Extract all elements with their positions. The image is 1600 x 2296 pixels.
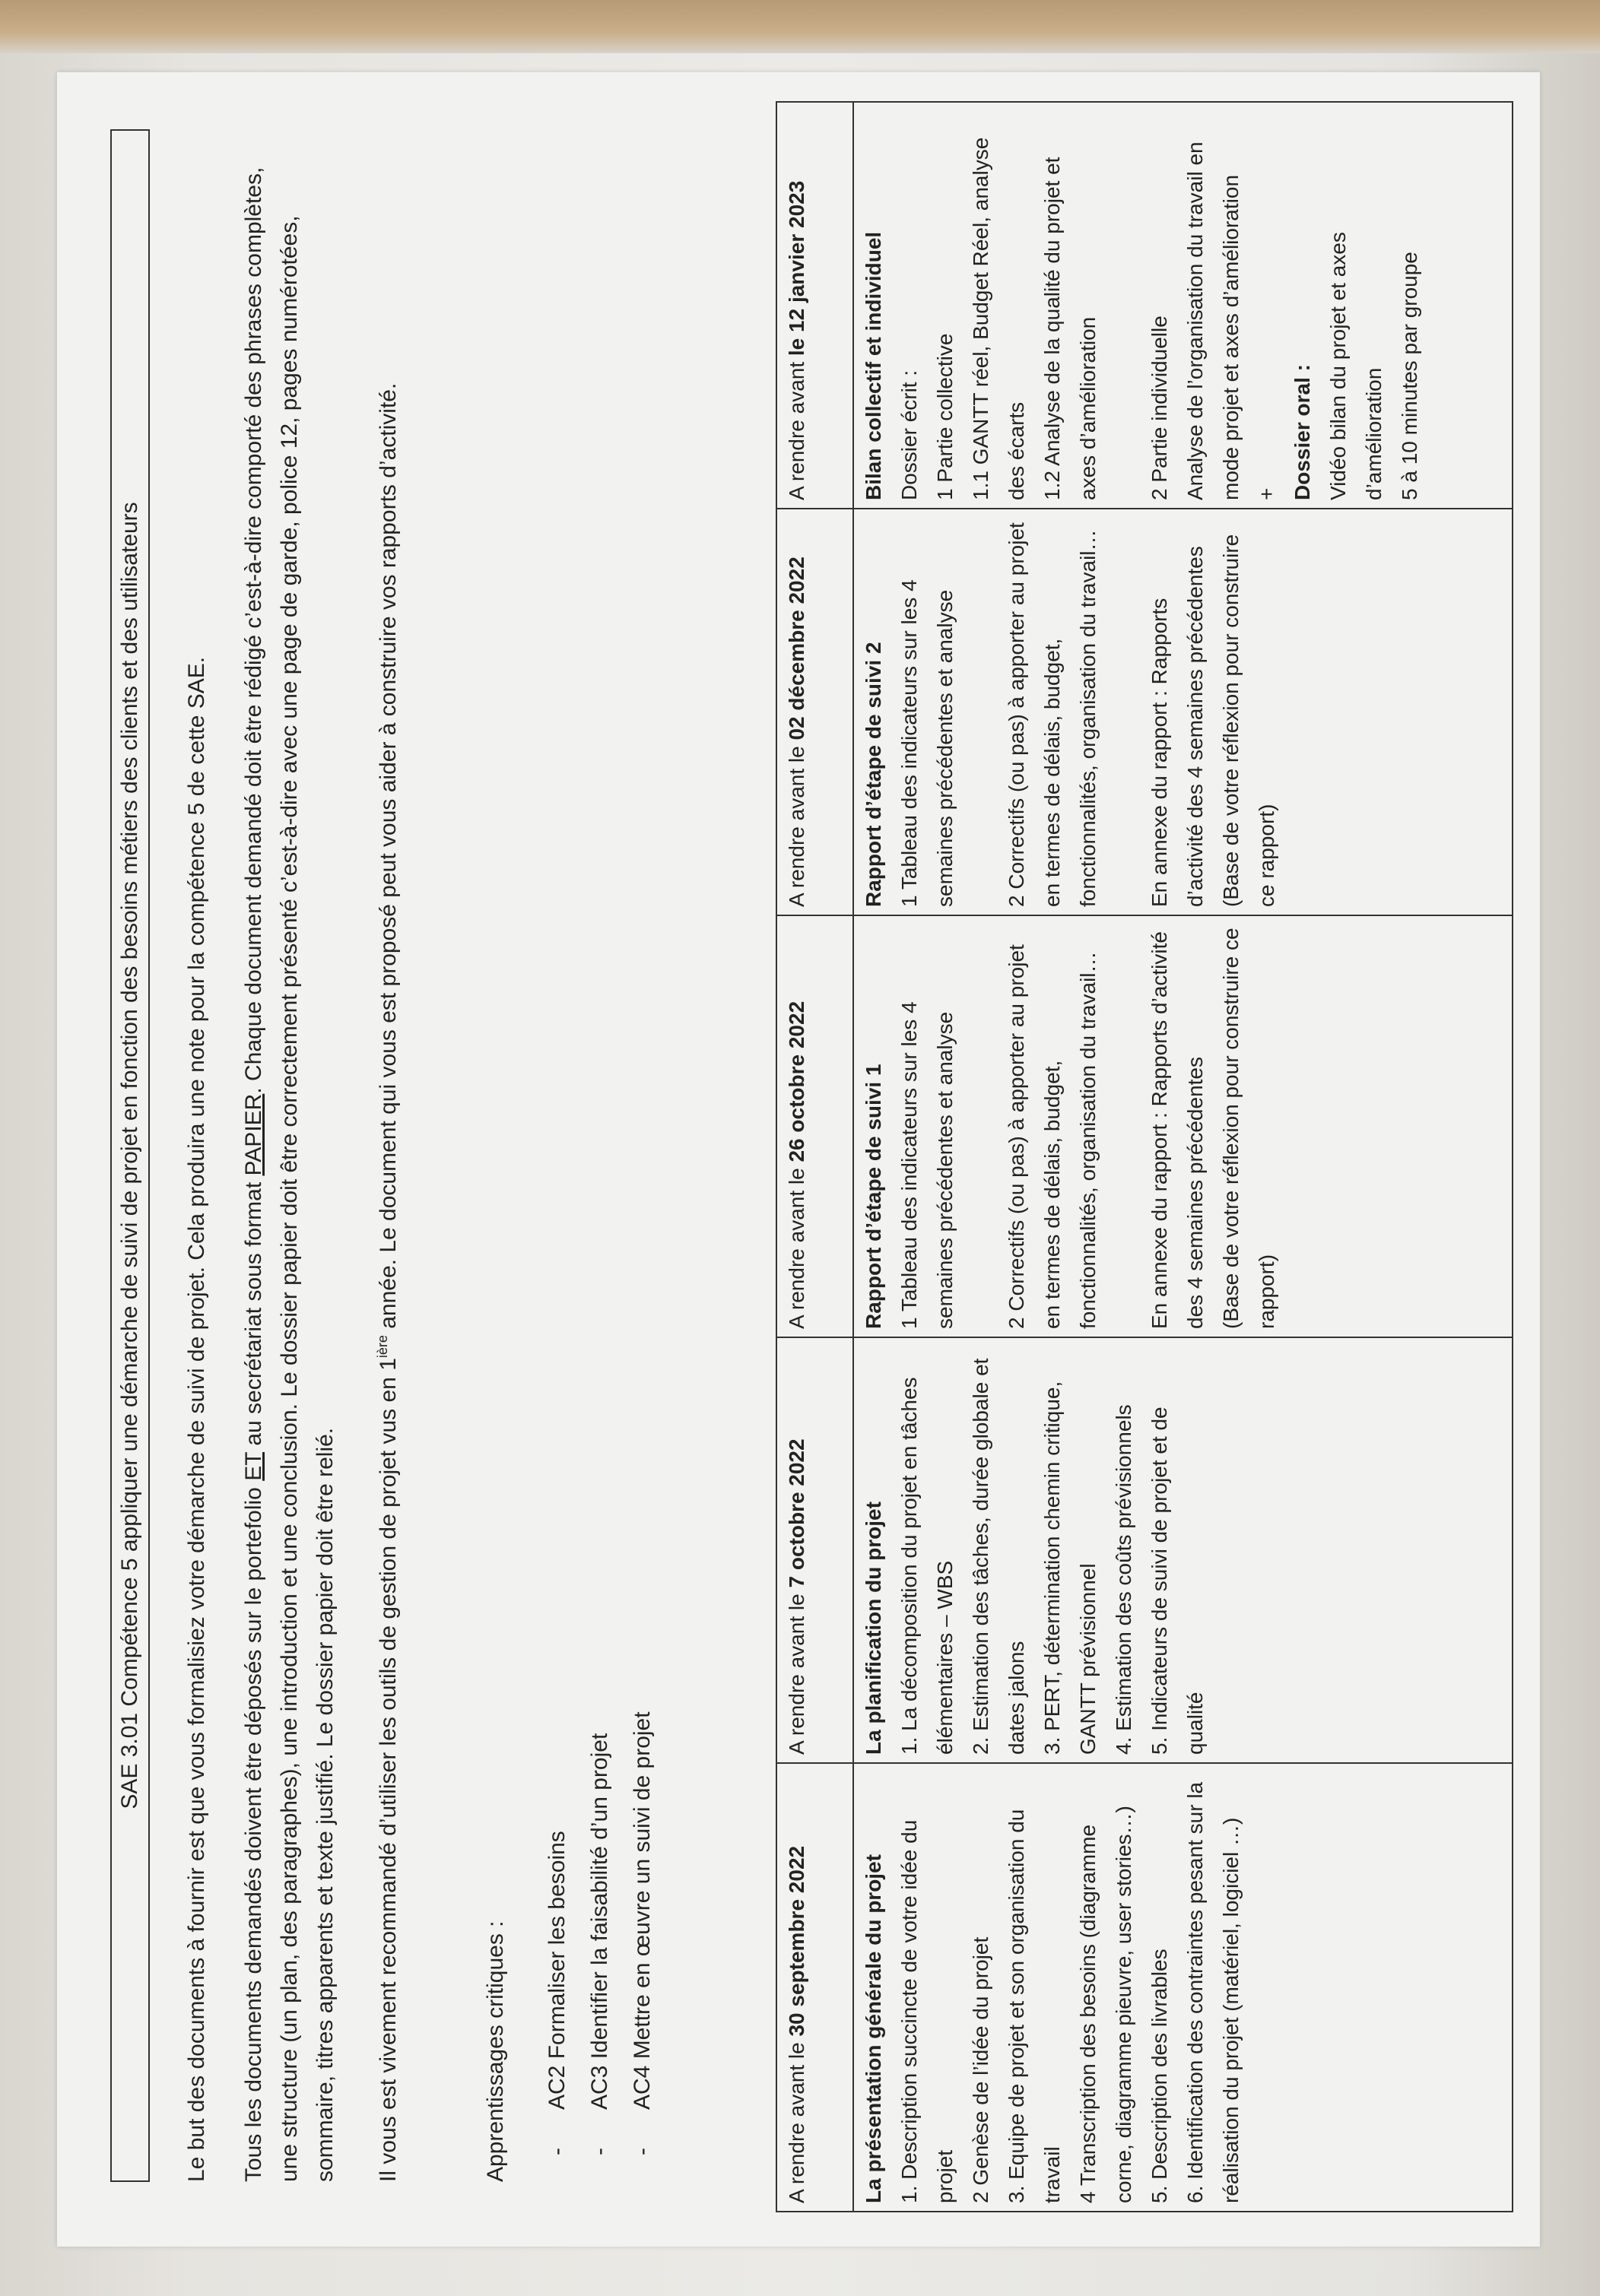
cell-heading: Bilan collectif et individuel [862, 231, 885, 500]
cell-line: Analyse de l’organisation du travail en mode projet et axes d’amélioration [1183, 141, 1243, 500]
recommend-text-b: année. Le document qui vous est proposé peut vous aider à construire vos rapports d’activité. [376, 382, 401, 1336]
critical-item: - AC4 Mettre en œuvre un suivi de projet [621, 1711, 664, 2155]
paper-sheet [57, 72, 1540, 2247]
critical-item: - AC2 Formaliser les besoins [536, 1711, 579, 2155]
table-row [853, 102, 1513, 2212]
cell-line: 5 à 10 minutes par groupe [1398, 252, 1421, 500]
deliverables-table [776, 101, 1513, 2212]
table-header-row [776, 102, 853, 2212]
cell-line: + [1255, 487, 1278, 500]
wooden-table-background [0, 0, 1600, 53]
cell-line: 2 Genèse de l’idée du projet [969, 1936, 992, 2203]
table-cell [853, 915, 1513, 1337]
cell-line: En annexe du rapport : Rapports d’activité des 4 semaines précédentes [1148, 931, 1207, 1329]
column-header: A rendre avant le 7 octobre 2022 [776, 1337, 853, 1763]
cell-heading: Rapport d’étape de suivi 2 [862, 642, 885, 907]
cell-line: 4. Estimation des coûts prévisionnels [1112, 1404, 1135, 1755]
table-cell [853, 102, 1513, 509]
cell-line: 6. Identification des contraintes pesant sur la réalisation du projet (matériel, logiciel …) [1183, 1781, 1243, 2203]
cell-heading: La présentation générale du projet [862, 1854, 885, 2203]
cell-line: 5. Indicateurs de suivi de projet et de qualité [1148, 1406, 1207, 1755]
cell-line: Dossier écrit : [897, 369, 921, 500]
critical-learning-list [536, 1711, 664, 2155]
cell-line: 1. La décomposition du projet en tâches élémentaires – WBS [897, 1377, 957, 1755]
cell-heading: La planification du projet [862, 1502, 885, 1755]
recommendation-paragraph [365, 129, 406, 2182]
requirements-underline-papier: PAPIER [241, 1093, 266, 1176]
recommend-text-a: Il vous est vivement recommandé d’utiliser les outils de gestion de projet vus en 1 [376, 1358, 401, 2182]
requirements-paragraph [236, 129, 343, 2182]
cell-line: 3. Equipe de projet et son organisation du travail [1005, 1809, 1064, 2203]
cell-line: Vidéo bilan du projet et axes d’amélioration [1326, 232, 1386, 500]
document-title: SAE 3.01 Compétence 5 appliquer une démarche de suivi de projet en fonction des besoins métiers des clients et des utilisateurs [110, 129, 150, 2182]
critical-learning-title: Apprentissages critiques : [483, 1920, 508, 2182]
cell-line: 1.1 GANTT réel, Budget Réel, analyse des écarts [969, 137, 1028, 500]
cell-line: 1 Tableau des indicateurs sur les 4 semaines précédentes et analyse [897, 1001, 957, 1329]
table-cell [853, 509, 1513, 915]
cell-line: 1.2 Analyse de la qualité du projet et axes d’amélioration [1040, 157, 1100, 500]
column-header: A rendre avant le 26 octobre 2022 [776, 915, 853, 1337]
cell-line: 1. Description succincte de votre idée du projet [897, 1819, 957, 2203]
cell-line: 1 Tableau des indicateurs sur les 4 semaines précédentes et analyse [897, 579, 957, 907]
critical-item: - AC3 Identifier la faisabilité d’un projet [579, 1711, 621, 2155]
requirements-text-c: . Chaque document demandé doit être rédigé c’est-à-dire comporté des phrases complètes, une structure (un plan, des paragraphes), une introduction et une conclusion. Le dossier papier doit être correctement présenté c’est-à-dire avec une page de garde, police 12, pages numérotées, sommaire, titres apparents et texte justifié. Le dossier papier doit être relié. [241, 166, 338, 2182]
cell-heading: Rapport d’étape de suivi 1 [862, 1064, 885, 1329]
requirements-underline-et: ET [241, 1451, 266, 1481]
recommend-superscript: ière [375, 1335, 390, 1359]
column-header: A rendre avant le 30 septembre 2022 [776, 1763, 853, 2212]
table-cell [853, 1337, 1513, 1763]
cell-line: 2 Partie individuelle [1148, 316, 1171, 500]
cell-line: (Base de votre réflexion pour construire ce rapport) [1219, 928, 1278, 1329]
cell-line: 2. Estimation des tâches, durée globale et dates jalons [969, 1358, 1028, 1755]
requirements-text-b: au secrétariat sous format [241, 1175, 266, 1452]
table-cell [853, 1763, 1513, 2212]
column-header: A rendre avant le 12 janvier 2023 [776, 102, 853, 509]
cell-line: 5. Description des livrables [1148, 1949, 1171, 2203]
intro-paragraph: Le but des documents à fournir est que vous formalisiez votre démarche de suivi de projet. Cela produira une note pour la compétence 5 de cette SAE. [184, 656, 209, 2182]
cell-line: (Base de votre réflexion pour construire ce rapport) [1219, 534, 1278, 907]
cell-line: 1 Partie collective [933, 333, 957, 500]
requirements-text-a: Tous les documents demandés doivent être déposés sur le portefolio [241, 1480, 266, 2182]
cell-line: En annexe du rapport : Rapports d’activité des 4 semaines précédentes [1148, 546, 1207, 907]
cell-line: 4 Transcription des besoins (diagramme corne, diagramme pieuvre, user stories…) [1076, 1806, 1135, 2203]
cell-line: Dossier oral : [1290, 364, 1314, 500]
cell-line: 3. PERT, détermination chemin critique, GANTT prévisionnel [1040, 1381, 1100, 1755]
cell-line: 2 Correctifs (ou pas) à apporter au projet en termes de délais, budget, fonctionnalités, organisation du travail… [1005, 944, 1100, 1329]
column-header: A rendre avant le 02 décembre 2022 [776, 509, 853, 915]
cell-line: 2 Correctifs (ou pas) à apporter au projet en termes de délais, budget, fonctionnalités, organisation du travail… [1005, 522, 1100, 907]
